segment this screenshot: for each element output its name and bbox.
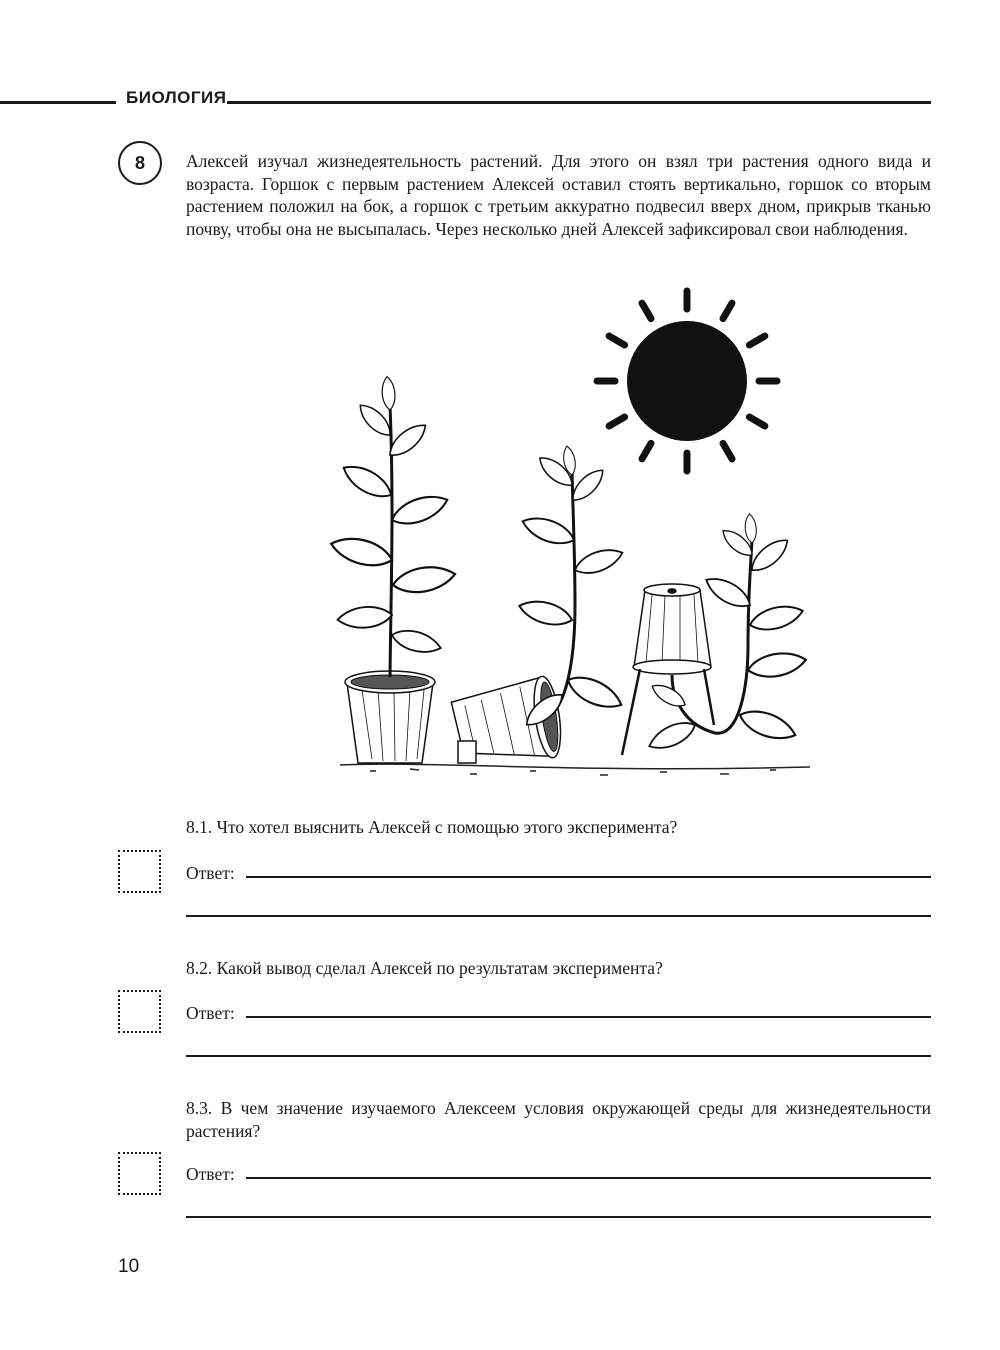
score-box-8-1[interactable] (118, 850, 161, 893)
subject-title: БИОЛОГИЯ (126, 88, 227, 107)
experiment-illustration (300, 285, 820, 785)
header-rule-left (0, 101, 116, 104)
question-8-1: 8.1. Что хотел выяснить Алексей с помощью этого эксперимента? (186, 817, 678, 837)
score-box-8-3[interactable] (118, 1152, 161, 1195)
answer-line-8-2-b[interactable] (186, 1055, 931, 1057)
task-number-badge: 8 (118, 141, 162, 185)
ground-line (340, 764, 810, 775)
sideways-plant (450, 445, 626, 770)
answer-label-8-3: Ответ: (186, 1164, 235, 1184)
question-8-3: 8.3. В чем значение изучаемого Алексеем условия окружающей среды для жизнедеятельности растения? (186, 1098, 931, 1141)
header-rule-right (227, 101, 931, 104)
answer-label-8-1: Ответ: (186, 863, 235, 883)
answer-line-8-3-a[interactable] (246, 1177, 931, 1179)
answer-line-8-3-b[interactable] (186, 1216, 931, 1218)
upright-plant (328, 376, 457, 763)
upside-down-plant (622, 513, 808, 755)
answer-line-8-2-a[interactable] (246, 1016, 931, 1018)
score-box-8-2[interactable] (118, 990, 161, 1033)
task-intro-text: Алексей изучал жизнедеятельность растений. Для этого он взял три растения одного вида и возраста. Горшок с первым растением Алексей оставил стоять вертикально, горшок со вторым растением положил на бок, а горшок с третьим аккуратно подвесил вверх дном, прикрыв тканью почву, чтобы она не высыпалась. Через несколько дней Алексей зафиксировал свои наблюдения. (186, 151, 931, 239)
question-8-2: 8.2. Какой вывод сделал Алексей по результатам эксперимента? (186, 958, 663, 978)
answer-label-8-2: Ответ: (186, 1003, 235, 1023)
sun-icon (597, 291, 777, 471)
answer-line-8-1-a[interactable] (246, 876, 931, 878)
page-number: 10 (118, 1256, 140, 1277)
answer-line-8-1-b[interactable] (186, 915, 931, 917)
